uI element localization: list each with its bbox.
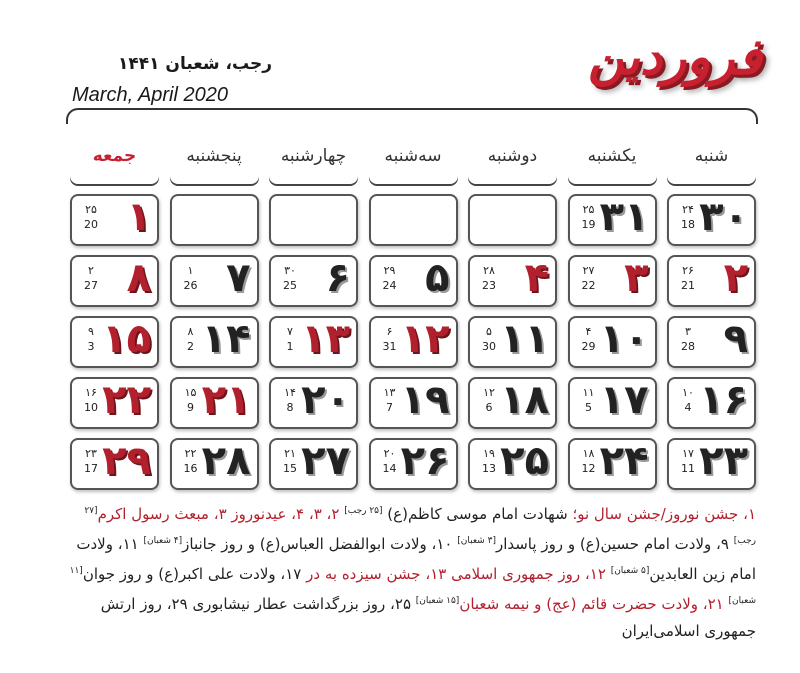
day-cell[interactable] xyxy=(568,438,657,490)
day-cell[interactable] xyxy=(568,377,657,429)
gregorian-date: 28 xyxy=(681,340,695,353)
gregorian-date: 21 xyxy=(681,279,695,292)
note-kazem: شهادت امام موسی کاظم(ع) xyxy=(382,505,573,523)
day-number: ۱۷ xyxy=(599,377,649,423)
empty-cell xyxy=(170,194,259,246)
hijri-date: ۸ xyxy=(187,325,194,338)
gregorian-date: 31 xyxy=(382,340,397,353)
day-number: ۱۱ xyxy=(500,316,549,362)
hijri-date: ۳۰ xyxy=(284,264,296,277)
day-number: ۲۰ xyxy=(301,377,350,423)
note-sup: [۲۵ رجب] xyxy=(344,506,383,516)
gregorian-date: 1 xyxy=(286,340,294,353)
weekday-header xyxy=(369,136,458,184)
day-number: ۶ xyxy=(325,255,350,301)
day-number: ۱۳ xyxy=(301,316,350,362)
weekday-label: پنجشنبه xyxy=(186,146,242,166)
note-republic: ۱۲، روز جمهوری اسلامی ۱۳، جشن سیزده به در xyxy=(306,565,611,583)
weekday-label: جمعه xyxy=(92,146,137,166)
hijri-date: ۱۸ xyxy=(582,447,595,460)
gregorian-months: March, April 2020 xyxy=(72,84,228,106)
note-sup: [۱۱ شعبان] xyxy=(69,566,756,606)
day-number: ۲۸ xyxy=(201,438,251,484)
day-number: ۷ xyxy=(226,255,251,301)
day-cell[interactable] xyxy=(568,316,657,368)
day-number: ۳۰ xyxy=(699,194,748,240)
day-number: ۲۲ xyxy=(102,377,151,423)
occasions-notes xyxy=(68,498,756,645)
hijri-date: ۱۲ xyxy=(483,386,495,399)
hijri-date: ۲ xyxy=(88,264,94,277)
gregorian-date: 8 xyxy=(286,401,294,414)
day-cell[interactable] xyxy=(667,255,756,307)
note-sup: [۳ شعبان] xyxy=(457,536,496,546)
day-number: ۱ xyxy=(126,194,151,240)
gregorian-date: 26 xyxy=(183,279,198,292)
month-title: فروردین xyxy=(587,28,762,86)
day-number: ۱۰ xyxy=(599,316,649,362)
note-sajjad: ۱۱، ولادت امام زین العابدین xyxy=(76,535,756,583)
day-cell[interactable] xyxy=(369,438,458,490)
day-cell[interactable] xyxy=(468,377,557,429)
day-cell[interactable] xyxy=(269,377,358,429)
note-attar: ۲۵، روز بزرگداشت عطار نیشابوری ۲۹، روز ارتش جمهوری اسلامی‌ایران xyxy=(100,595,756,640)
day-cell[interactable] xyxy=(269,438,358,490)
day-cell[interactable] xyxy=(369,316,458,368)
hijri-date: ۲۸ xyxy=(483,264,495,277)
day-cell[interactable] xyxy=(170,255,259,307)
hijri-date: ۴ xyxy=(585,325,592,338)
gregorian-date: 30 xyxy=(482,340,496,353)
gregorian-date: 10 xyxy=(84,401,98,414)
gregorian-date: 15 xyxy=(283,462,297,475)
day-cell[interactable] xyxy=(667,377,756,429)
gregorian-date: 6 xyxy=(485,401,493,414)
day-number: ۲۹ xyxy=(102,438,151,484)
gregorian-date: 16 xyxy=(183,462,198,475)
gregorian-date: 27 xyxy=(84,279,98,292)
day-number: ۲۵ xyxy=(500,438,549,484)
note-hussein: ۹، ولادت امام حسین(ع) و روز پاسدار xyxy=(495,535,734,553)
header-frame xyxy=(66,108,758,124)
gregorian-date: 5 xyxy=(585,401,592,414)
gregorian-date: 20 xyxy=(84,218,98,231)
day-cell[interactable] xyxy=(568,194,657,246)
day-number: ۲۶ xyxy=(400,438,450,484)
note-sup: [۴ شعبان] xyxy=(143,536,183,546)
day-number: ۱۲ xyxy=(400,316,450,362)
day-cell[interactable] xyxy=(70,255,159,307)
day-cell[interactable] xyxy=(70,438,159,490)
day-cell[interactable] xyxy=(170,438,259,490)
note-akbar: ۱۷، ولادت علی اکبر(ع) و روز جوان xyxy=(82,565,307,583)
day-number: ۲۴ xyxy=(599,438,649,484)
hijri-date: ۱۹ xyxy=(483,447,495,460)
day-cell[interactable] xyxy=(568,255,657,307)
gregorian-date: 23 xyxy=(482,279,496,292)
gregorian-date: 2 xyxy=(187,340,194,353)
gregorian-date: 19 xyxy=(581,218,596,231)
gregorian-date: 25 xyxy=(283,279,297,292)
day-cell[interactable] xyxy=(70,377,159,429)
note-sup: [۵ شعبان] xyxy=(610,566,650,576)
weekday-label: سه‌شنبه xyxy=(384,146,442,166)
weekday-header xyxy=(667,136,756,184)
hijri-date: ۱۰ xyxy=(682,386,694,399)
weekday-label: یکشنبه xyxy=(587,146,637,166)
hijri-date: ۳ xyxy=(685,325,691,338)
hijri-date: ۲۵ xyxy=(582,203,595,216)
day-number: ۸ xyxy=(126,255,151,301)
gregorian-date: 9 xyxy=(187,401,194,414)
day-cell[interactable] xyxy=(369,255,458,307)
empty-cell xyxy=(369,194,458,246)
gregorian-date: 29 xyxy=(581,340,596,353)
day-number: ۱۸ xyxy=(500,377,549,423)
hijri-months: رجب، شعبان ۱۴۴۱ xyxy=(118,54,272,74)
empty-cell xyxy=(468,194,557,246)
hijri-date: ۲۱ xyxy=(284,447,296,460)
hijri-date: ۱۱ xyxy=(582,386,595,399)
day-cell[interactable] xyxy=(468,255,557,307)
weekday-header xyxy=(269,136,358,184)
note-sup: [۲۷ رجب] xyxy=(84,506,756,546)
gregorian-date: 17 xyxy=(84,462,98,475)
hijri-date: ۱۵ xyxy=(184,386,197,399)
day-number: ۹ xyxy=(723,316,748,362)
day-number: ۱۵ xyxy=(102,316,151,362)
gregorian-date: 22 xyxy=(581,279,596,292)
day-cell[interactable] xyxy=(667,438,756,490)
gregorian-date: 3 xyxy=(87,340,95,353)
note-qaem: ۲۱، ولادت حضرت قائم (عج) و نیمه شعبان xyxy=(459,595,729,613)
gregorian-date: 13 xyxy=(482,462,496,475)
day-cell[interactable] xyxy=(170,377,259,429)
hijri-date: ۲۳ xyxy=(85,447,97,460)
day-number: ۲ xyxy=(723,255,748,301)
hijri-date: ۱۶ xyxy=(85,386,97,399)
hijri-date: ۲۴ xyxy=(682,203,694,216)
gregorian-date: 7 xyxy=(386,401,393,414)
gregorian-date: 18 xyxy=(681,218,695,231)
hijri-date: ۲۷ xyxy=(582,264,595,277)
hijri-date: ۲۰ xyxy=(383,447,396,460)
day-cell[interactable] xyxy=(170,316,259,368)
weekday-header xyxy=(70,136,159,184)
gregorian-date: 12 xyxy=(581,462,596,475)
hijri-date: ۱۴ xyxy=(284,386,296,399)
hijri-date: ۱ xyxy=(187,264,194,277)
weekday-header xyxy=(468,136,557,184)
hijri-date: ۹ xyxy=(88,325,94,338)
note-eid: ۲، ۳، ۴، عیدنوروز ۳، مبعث رسول اکرم xyxy=(97,505,345,523)
day-number: ۱۶ xyxy=(699,377,748,423)
day-number: ۳۱ xyxy=(599,194,649,240)
day-cell[interactable] xyxy=(70,316,159,368)
day-number: ۱۹ xyxy=(400,377,450,423)
hijri-date: ۱۷ xyxy=(682,447,694,460)
hijri-date: ۵ xyxy=(486,325,492,338)
day-number: ۱۴ xyxy=(201,316,251,362)
weekday-label: دوشنبه xyxy=(487,146,538,166)
day-cell[interactable] xyxy=(70,194,159,246)
hijri-date: ۶ xyxy=(386,325,393,338)
day-number: ۲۷ xyxy=(301,438,350,484)
day-number: ۴ xyxy=(524,255,549,301)
hijri-date: ۲۵ xyxy=(85,203,97,216)
note-abbas: ۱۰، ولادت ابوالفضل العباس(ع) و روز جانباز xyxy=(182,535,458,553)
day-cell[interactable] xyxy=(667,194,756,246)
day-cell[interactable] xyxy=(269,316,358,368)
note-nowruz: ۱، جشن نوروز/جشن سال نو؛ xyxy=(572,505,756,523)
day-cell[interactable] xyxy=(468,438,557,490)
gregorian-date: 14 xyxy=(382,462,397,475)
day-number: ۲۱ xyxy=(201,377,251,423)
day-cell[interactable] xyxy=(369,377,458,429)
hijri-date: ۲۲ xyxy=(184,447,197,460)
empty-cell xyxy=(269,194,358,246)
hijri-date: ۲۶ xyxy=(682,264,694,277)
weekday-header xyxy=(170,136,259,184)
gregorian-date: 24 xyxy=(382,279,397,292)
weekday-header xyxy=(568,136,657,184)
day-number: ۵ xyxy=(425,255,450,301)
day-cell[interactable] xyxy=(468,316,557,368)
hijri-date: ۷ xyxy=(287,325,293,338)
day-cell[interactable] xyxy=(269,255,358,307)
weekday-label: شنبه xyxy=(694,146,729,166)
note-sup: [۱۵ شعبان] xyxy=(415,596,460,606)
day-number: ۳ xyxy=(624,255,649,301)
gregorian-date: 4 xyxy=(684,401,692,414)
hijri-date: ۲۹ xyxy=(383,264,396,277)
hijri-date: ۱۳ xyxy=(383,386,396,399)
weekday-label: چهارشنبه xyxy=(280,146,347,166)
gregorian-date: 11 xyxy=(681,462,695,475)
day-cell[interactable] xyxy=(667,316,756,368)
day-number: ۲۳ xyxy=(699,438,748,484)
